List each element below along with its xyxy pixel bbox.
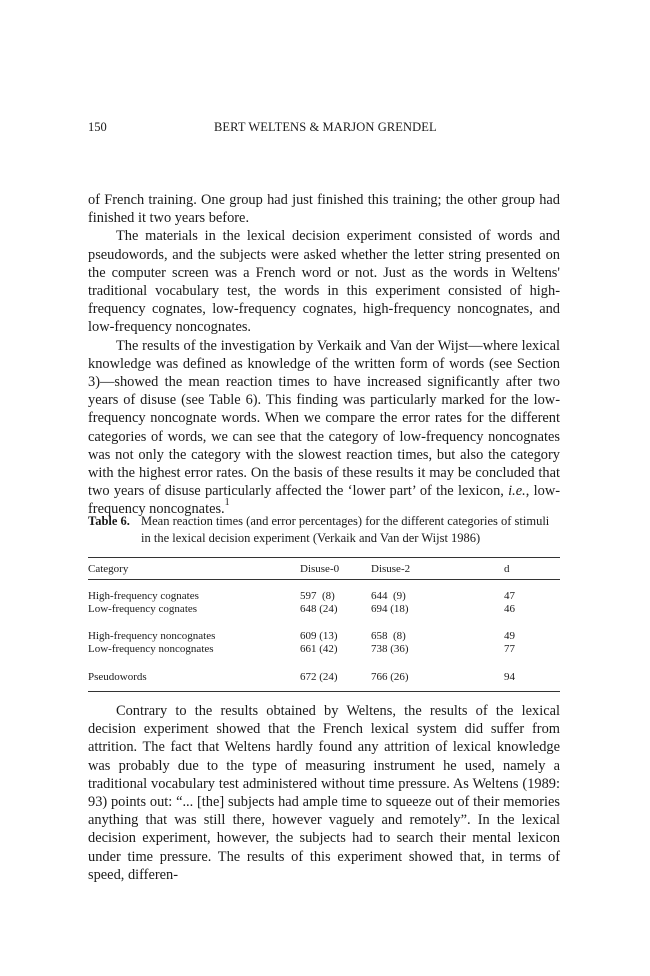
results-text-1: The results of the investigation by Verkaik and Van der Wijst—where lexical knowledge was defined as knowledge of the written form of words (see Section 3)—showed the mean reaction times to have increased significantly after two years of disuse (see Table 6). This finding was particularly marked for the low-frequency noncognate words. When we compare the error rates for the different categories of words, we can see that the category of low-frequency noncognates was not only the category with the slowest reaction times, but also the category with the highest error rates. On the basis of these results it may be concluded that two years of disuse particularly affected the ‘lower part’ of the lexicon, bbox=[88, 337, 560, 500]
table-header-rule bbox=[88, 579, 560, 580]
row-disuse-2: 738 (36) bbox=[371, 643, 409, 655]
row-disuse-0: 609 (13) bbox=[300, 630, 338, 642]
page-header bbox=[88, 120, 560, 136]
paragraph-contrary: Contrary to the results obtained by Weltens, the results of the lexical decision experiment showed that the French lexical system did suffer from attrition. The fact that Weltens hardly found any attrition of lexical knowledge was probably due to the type of measuring instrument he used, namely a traditional vocabulary test administered without time pressure. As Weltens (1989: 93) points out: “... [the] subjects had ample time to squeeze out of their memories anything that was still there, however vaguely and remotely”. In the lexical decision experiment, however, the subjects had to search their mental lexicon under time pressure. The results of this experiment showed that, in terms of speed, differen- bbox=[88, 703, 560, 883]
row-disuse-0: 672 (24) bbox=[300, 671, 338, 683]
header-category: Category bbox=[88, 563, 129, 575]
row-category: Pseudowords bbox=[88, 671, 147, 683]
table-top-rule bbox=[88, 557, 560, 558]
table-caption-text: Mean reaction times (and error percentages) for the different categories of stimuli in the lexical decision experiment (Verkaik and Van der Wijst 1986) bbox=[141, 514, 550, 545]
row-disuse-0: 597 (8) bbox=[300, 590, 335, 602]
header-disuse-2: Disuse-2 bbox=[371, 563, 411, 575]
row-d: 46 bbox=[504, 603, 515, 615]
row-d: 49 bbox=[504, 630, 515, 642]
row-disuse-2: 658 (8) bbox=[371, 630, 406, 642]
paragraph-materials: The materials in the lexical decision experiment consisted of words and pseudowords, and the subjects were asked whether the letter string presented on the computer screen was a French word or not. Just as the words in Weltens' traditional vocabulary test, the words in this experiment consisted of high-frequency cognates, low-frequency cognates, high-frequency noncognates, and low-frequency noncognates. bbox=[88, 228, 560, 336]
running-head: BERT WELTENS & MARJON GRENDEL bbox=[214, 120, 437, 134]
header-d: d bbox=[504, 563, 510, 575]
table-bottom-rule bbox=[88, 691, 560, 692]
row-d: 94 bbox=[504, 671, 515, 683]
paragraph-continuation: of French training. One group had just finished this training; the other group had finished it two years before. bbox=[88, 192, 560, 227]
header-disuse-0: Disuse-0 bbox=[300, 563, 340, 575]
row-d: 47 bbox=[504, 590, 515, 602]
results-text-2: , low-frequency noncognates. bbox=[88, 483, 561, 518]
row-disuse-0: 648 (24) bbox=[300, 603, 338, 615]
page-number: 150 bbox=[88, 120, 107, 134]
row-disuse-2: 766 (26) bbox=[371, 671, 409, 683]
paragraph-results bbox=[88, 337, 560, 519]
row-disuse-0: 661 (42) bbox=[300, 643, 338, 655]
body-text-bottom bbox=[88, 702, 560, 884]
table-label: Table 6. bbox=[88, 514, 130, 528]
row-d: 77 bbox=[504, 643, 515, 655]
row-category: High-frequency cognates bbox=[88, 590, 199, 602]
row-category: Low-frequency cognates bbox=[88, 603, 198, 615]
body-text-top bbox=[88, 191, 560, 519]
row-category: High-frequency noncognates bbox=[88, 630, 216, 642]
ie-abbreviation: i.e. bbox=[508, 483, 526, 500]
row-disuse-2: 644 (9) bbox=[371, 590, 406, 602]
row-disuse-2: 694 (18) bbox=[371, 603, 409, 615]
table-caption bbox=[88, 513, 560, 547]
row-category: Low-frequency noncognates bbox=[88, 643, 214, 655]
footnote-marker: 1 bbox=[224, 497, 230, 509]
